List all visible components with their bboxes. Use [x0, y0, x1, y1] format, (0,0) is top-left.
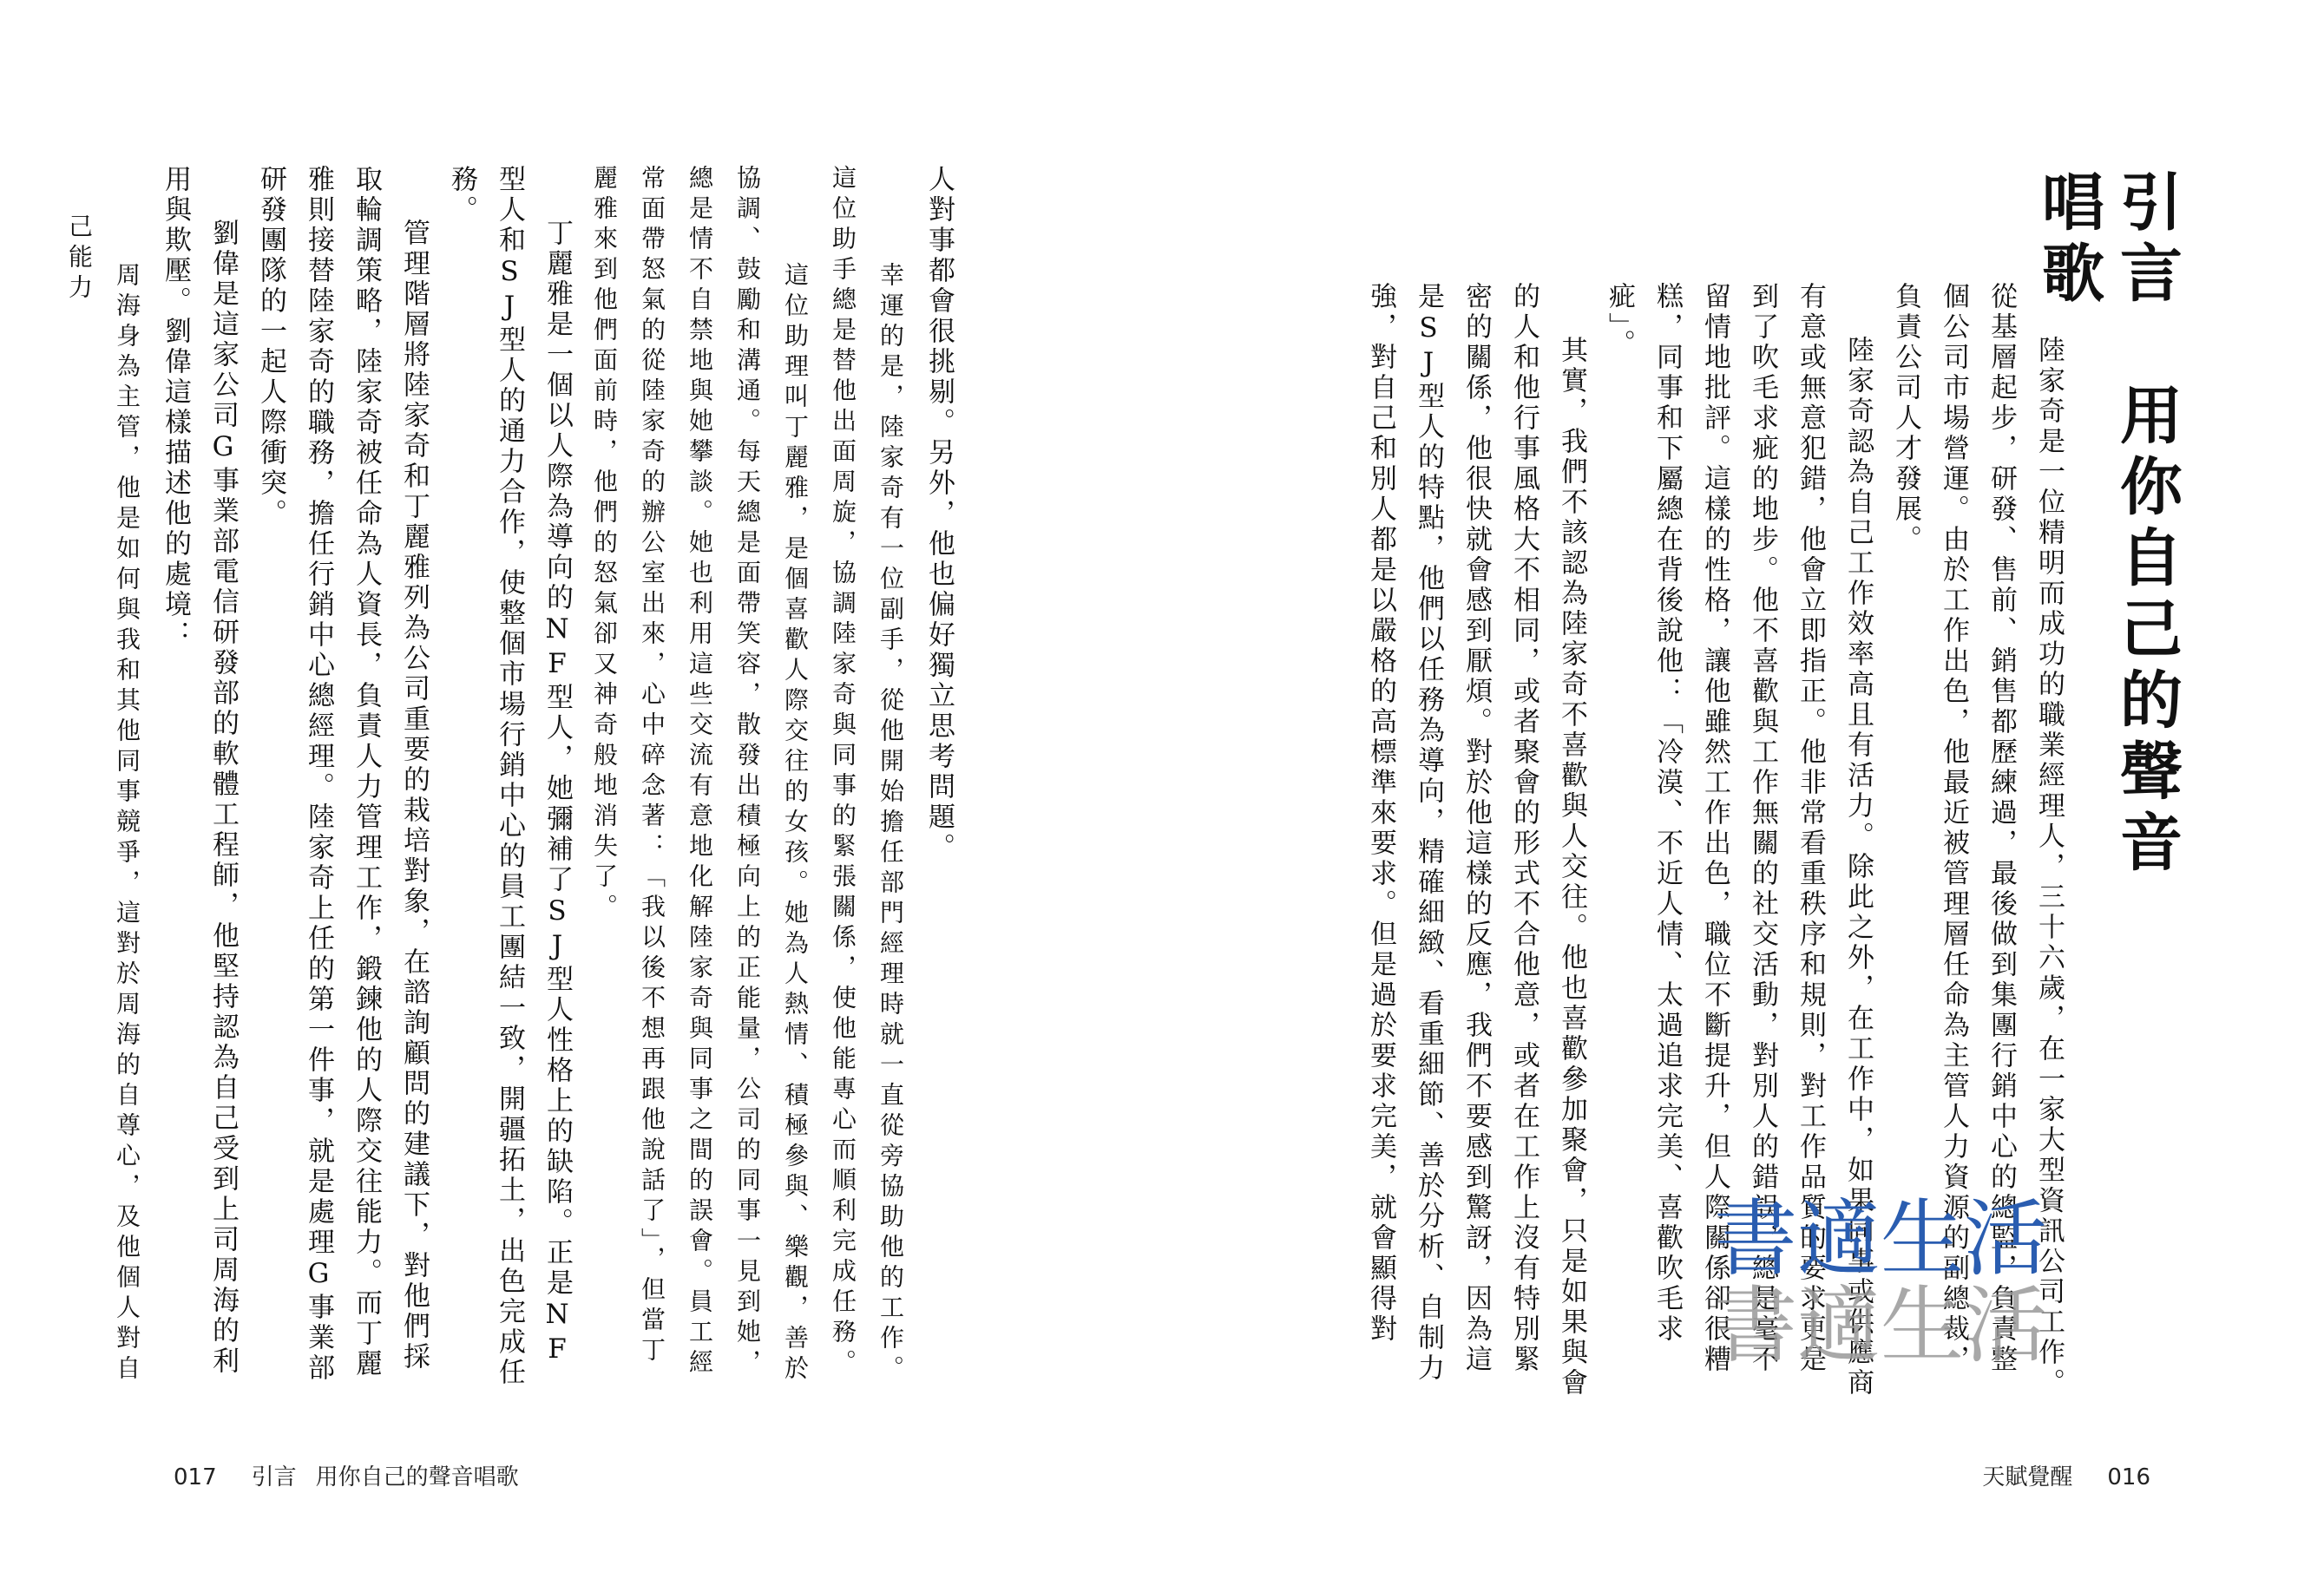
running-footer-left: [174, 1459, 519, 1491]
page-number: 016: [2107, 1464, 2150, 1490]
watermark: [1714, 1190, 2047, 1374]
paragraph: 幸運的是，陸家奇有一位副手，從他開始擔任部門經理時就一直從旁協助他的工作。這位助手總是替他出面周旋，協調陸家奇與同事的緊張關係，使他能專心而順利完成任務。: [829, 165, 905, 1385]
running-head-section: 引言: [251, 1464, 297, 1490]
paragraph: 管理階層將陸家奇和丁麗雅列為公司重要的栽培對象，在諮詢顧問的建議下，對他們採取輪調策略，陸家奇被任命為人資長，負責人力管理工作，鍛鍊他的人際交往能力。而丁麗雅則接替陸家奇的職務，擔任行銷中心總經理。陸家奇上任的第一件事，就是處理G事業部研發團隊的一起人際衝突。: [255, 165, 430, 1384]
running-footer-right: [1982, 1459, 2150, 1491]
chapter-title: 引言 用你自己的聲音唱歌: [2032, 169, 2183, 881]
paragraph: 人對事都會很挑剔。另外，他也偏好獨立思考問題。: [923, 165, 955, 863]
paragraph: 劉偉是這家公司G事業部電信研發部的軟體工程師，他堅持認為自己受到上司周海的利用與欺壓。劉偉這樣描述他的處境：: [160, 165, 239, 1377]
running-head: 天賦覺醒: [1982, 1464, 2073, 1490]
quoted-paragraph: 周海身為主管，他是如何與我和其他同事競爭，這對於周海的自尊心，及他個人對自己能力: [65, 213, 141, 1385]
paragraph: 這位助理叫丁麗雅，是個喜歡人際交往的女孩。她為人熱情、積極參與、樂觀，善於協調、鼓勵和溝通。每天總是面帶笑容，散發出積極向上的正能量，公司的同事一見到她，總是情不自禁地與她攀談。她也利用這些交流有意地化解陸家奇與同事之間的誤會。員工經常面帶怒氣的從陸家奇的辦公室出來，心中碎念著：「我以後不想再跟他說話了」，但當丁麗雅來到他們面前時，他們的怒氣卻又神奇般地消失了。: [590, 165, 810, 1385]
paragraph: 陸家奇認為自己工作效率高且有活力。除此之外，在工作中，如果同事或供應商有意或無意犯錯，他會立即指正。他非常看重秩序和規則，對工作品質的要求更是到了吹毛求疵的地步。他不喜歡與工作無關的社交活動，對別人的錯誤，總是毫不留情地批評。這樣的性格，讓他雖然工作出色，職位不斷提升，但人際關係卻很糟糕，同事和下屬總在背後說他：「冷漠、不近人情、太過追求完美、喜歡吹毛求疵」。: [1604, 282, 1874, 1398]
page-number: 017: [174, 1464, 217, 1490]
running-head-title: 用你自己的聲音唱歌: [315, 1464, 519, 1490]
paragraph: 其實，我們不該認為陸家奇不喜歡與人交往。他也喜歡參加聚會，只是如果與會的人和他行事風格大不相同，或者聚會的形式不合他意，或者在工作上沒有特別緊密的關係，他很快就會感到厭煩。對於他這樣的反應，我們不要感到驚訝，因為這是SJ型人的特點，他們以任務為導向，精確細緻、看重細節、善於分析、自制力強，對自己和別人都是以嚴格的高標準來要求。但是過於要求完美，就會顯得對: [1365, 282, 1587, 1398]
watermark-text: 書適生活: [1714, 1190, 2047, 1287]
paragraph: 陸家奇是一位精明而成功的職業經理人，三十六歲，在一家大型資訊公司工作。從基層起步，研發、售前、銷售都歷練過，最後做到集團行銷中心的總監，負責整個公司市場營運。由於工作出色，他最近被管理層任命為主管人力資源的副總裁，負責公司人才發展。: [1890, 282, 2065, 1398]
paragraph: 丁麗雅是一個以人際為導向的NF型人，她彌補了SJ型人性格上的缺陷。正是NF型人和SJ型人的通力合作，使整個市場行銷中心的員工團結一致，開疆拓土，出色完成任務。: [446, 165, 573, 1388]
left-page-body: [56, 165, 962, 1397]
watermark-shadow-text: 書適生活: [1714, 1277, 2047, 1374]
